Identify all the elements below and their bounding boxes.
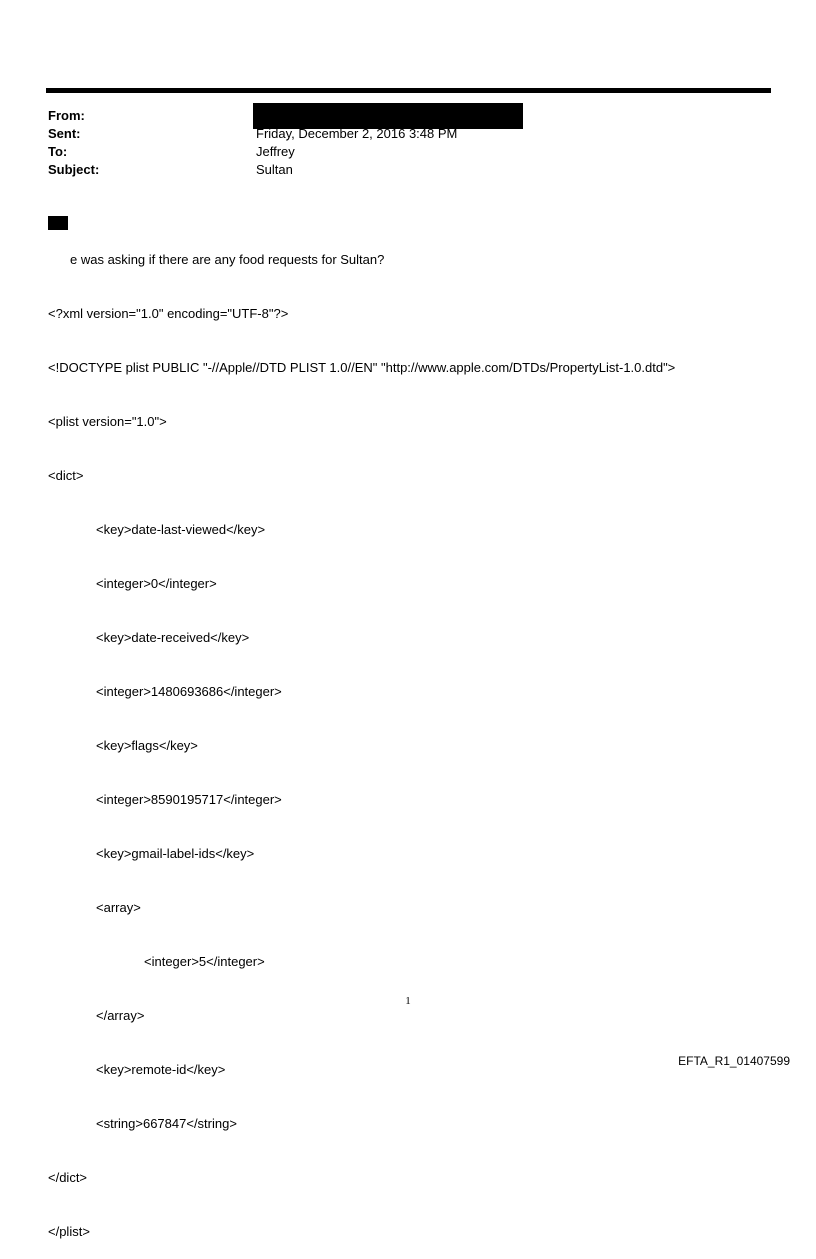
xml-line: <dict> (48, 468, 84, 483)
from-label: From: (48, 108, 85, 123)
xml-line: <integer>0</integer> (96, 576, 217, 591)
body-first-line: e was asking if there are any food requests for Sultan? (70, 252, 385, 267)
header-rule (46, 88, 771, 93)
sent-value: Friday, December 2, 2016 3:48 PM (256, 126, 458, 141)
xml-line: <integer>5</integer> (144, 954, 265, 969)
page-number: 1 (405, 995, 411, 1007)
xml-line: <key>date-last-viewed</key> (96, 522, 266, 537)
sent-label: Sent: (48, 126, 81, 141)
subject-value: Sultan (256, 162, 293, 177)
xml-line: <key>flags</key> (96, 738, 198, 753)
email-body (48, 215, 675, 1259)
xml-line: </plist> (48, 1224, 90, 1239)
xml-line: <integer>1480693686</integer> (96, 684, 282, 699)
xml-line: <key>date-received</key> (96, 630, 250, 645)
document-id: EFTA_R1_01407599 (678, 1054, 790, 1068)
xml-line: <string>667847</string> (96, 1116, 237, 1131)
xml-line: <key>remote-id</key> (96, 1062, 226, 1077)
to-value: Jeffrey (256, 144, 295, 159)
xml-line: <plist version="1.0"> (48, 414, 167, 429)
xml-line: </dict> (48, 1170, 88, 1185)
subject-label: Subject: (48, 162, 100, 177)
xml-line: <array> (96, 900, 141, 915)
xml-line: <!DOCTYPE plist PUBLIC "-//Apple//DTD PLIST 1.0//EN" "http://www.apple.com/DTDs/PropertyList-1.0.dtd"> (48, 360, 676, 375)
xml-line: </array> (96, 1008, 145, 1023)
xml-line: <?xml version="1.0" encoding="UTF-8"?> (48, 306, 289, 321)
xml-line: <integer>8590195717</integer> (96, 792, 282, 807)
to-label: To: (48, 144, 68, 159)
xml-line: <key>gmail-label-ids</key> (96, 846, 255, 861)
